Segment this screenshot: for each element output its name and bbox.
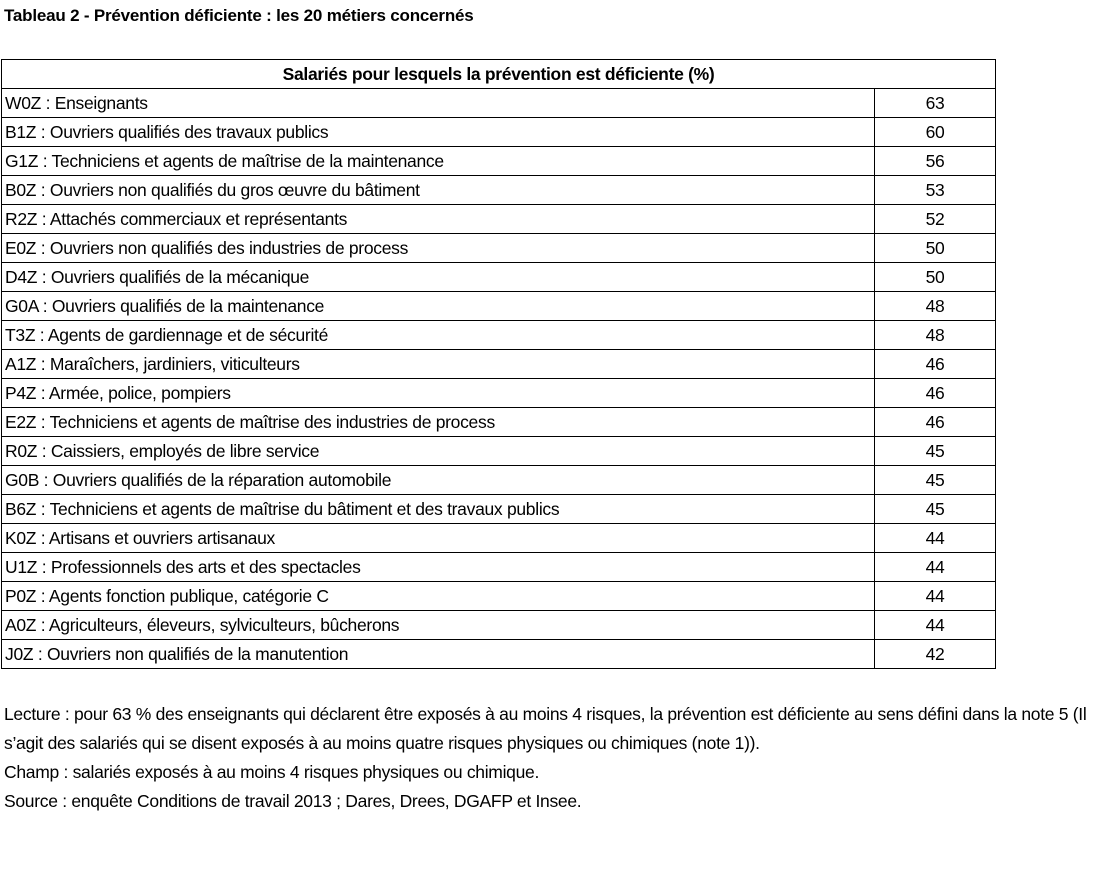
table-row — [2, 640, 996, 669]
table-row — [2, 292, 996, 321]
row-value: 44 — [875, 553, 996, 582]
table-row — [2, 495, 996, 524]
row-label: K0Z : Artisans et ouvriers artisanaux — [2, 524, 875, 553]
row-label: B1Z : Ouvriers qualifiés des travaux publics — [2, 118, 875, 147]
row-value: 42 — [875, 640, 996, 669]
table-row — [2, 553, 996, 582]
row-value: 63 — [875, 89, 996, 118]
row-label: P4Z : Armée, police, pompiers — [2, 379, 875, 408]
table-row — [2, 379, 996, 408]
row-label: B6Z : Techniciens et agents de maîtrise du bâtiment et des travaux publics — [2, 495, 875, 524]
row-value: 56 — [875, 147, 996, 176]
table-row — [2, 350, 996, 379]
row-label: A1Z : Maraîchers, jardiniers, viticulteurs — [2, 350, 875, 379]
table-row — [2, 147, 996, 176]
table-row — [2, 263, 996, 292]
row-value: 52 — [875, 205, 996, 234]
row-value: 50 — [875, 234, 996, 263]
row-value: 46 — [875, 350, 996, 379]
row-label: W0Z : Enseignants — [2, 89, 875, 118]
table-row — [2, 89, 996, 118]
table-row — [2, 118, 996, 147]
row-value: 45 — [875, 437, 996, 466]
row-label: J0Z : Ouvriers non qualifiés de la manutention — [2, 640, 875, 669]
table-notes — [4, 700, 1116, 816]
table-row — [2, 205, 996, 234]
row-value: 45 — [875, 466, 996, 495]
table-header: Salariés pour lesquels la prévention est déficiente (%) — [2, 60, 996, 89]
row-value: 50 — [875, 263, 996, 292]
row-value: 46 — [875, 408, 996, 437]
row-value: 44 — [875, 582, 996, 611]
row-value: 48 — [875, 292, 996, 321]
row-value: 48 — [875, 321, 996, 350]
row-label: E2Z : Techniciens et agents de maîtrise des industries de process — [2, 408, 875, 437]
row-label: R0Z : Caissiers, employés de libre service — [2, 437, 875, 466]
row-label: G0B : Ouvriers qualifiés de la réparation automobile — [2, 466, 875, 495]
table-body — [2, 89, 996, 669]
table-row — [2, 582, 996, 611]
row-value: 53 — [875, 176, 996, 205]
data-table — [1, 59, 996, 669]
row-label: G0A : Ouvriers qualifiés de la maintenance — [2, 292, 875, 321]
row-label: R2Z : Attachés commerciaux et représentants — [2, 205, 875, 234]
table-header-row — [2, 60, 996, 89]
table-row — [2, 611, 996, 640]
table-row — [2, 234, 996, 263]
source-note: Source : enquête Conditions de travail 2013 ; Dares, Drees, DGAFP et Insee. — [4, 791, 582, 811]
row-value: 45 — [875, 495, 996, 524]
row-label: D4Z : Ouvriers qualifiés de la mécanique — [2, 263, 875, 292]
row-label: G1Z : Techniciens et agents de maîtrise de la maintenance — [2, 147, 875, 176]
table-row — [2, 524, 996, 553]
row-value: 60 — [875, 118, 996, 147]
table-row — [2, 466, 996, 495]
row-label: P0Z : Agents fonction publique, catégorie C — [2, 582, 875, 611]
champ-note: Champ : salariés exposés à au moins 4 risques physiques ou chimique. — [4, 762, 540, 782]
row-label: U1Z : Professionnels des arts et des spectacles — [2, 553, 875, 582]
table-row — [2, 408, 996, 437]
row-label: B0Z : Ouvriers non qualifiés du gros œuvre du bâtiment — [2, 176, 875, 205]
table-row — [2, 176, 996, 205]
table-row — [2, 321, 996, 350]
row-value: 44 — [875, 611, 996, 640]
table-row — [2, 437, 996, 466]
row-label: A0Z : Agriculteurs, éleveurs, sylviculteurs, bûcherons — [2, 611, 875, 640]
row-label: E0Z : Ouvriers non qualifiés des industries de process — [2, 234, 875, 263]
table-title: Tableau 2 - Prévention déficiente : les 20 métiers concernés — [4, 6, 474, 25]
row-label: T3Z : Agents de gardiennage et de sécurité — [2, 321, 875, 350]
row-value: 46 — [875, 379, 996, 408]
row-value: 44 — [875, 524, 996, 553]
lecture-note: Lecture : pour 63 % des enseignants qui déclarent être exposés à au moins 4 risques, la prévention est déficiente au sens défini dans la note 5 (Il s’agit des salariés qui se disent exposés à au moins quatre risques physiques ou chimiques (note 1)). — [4, 704, 1087, 753]
